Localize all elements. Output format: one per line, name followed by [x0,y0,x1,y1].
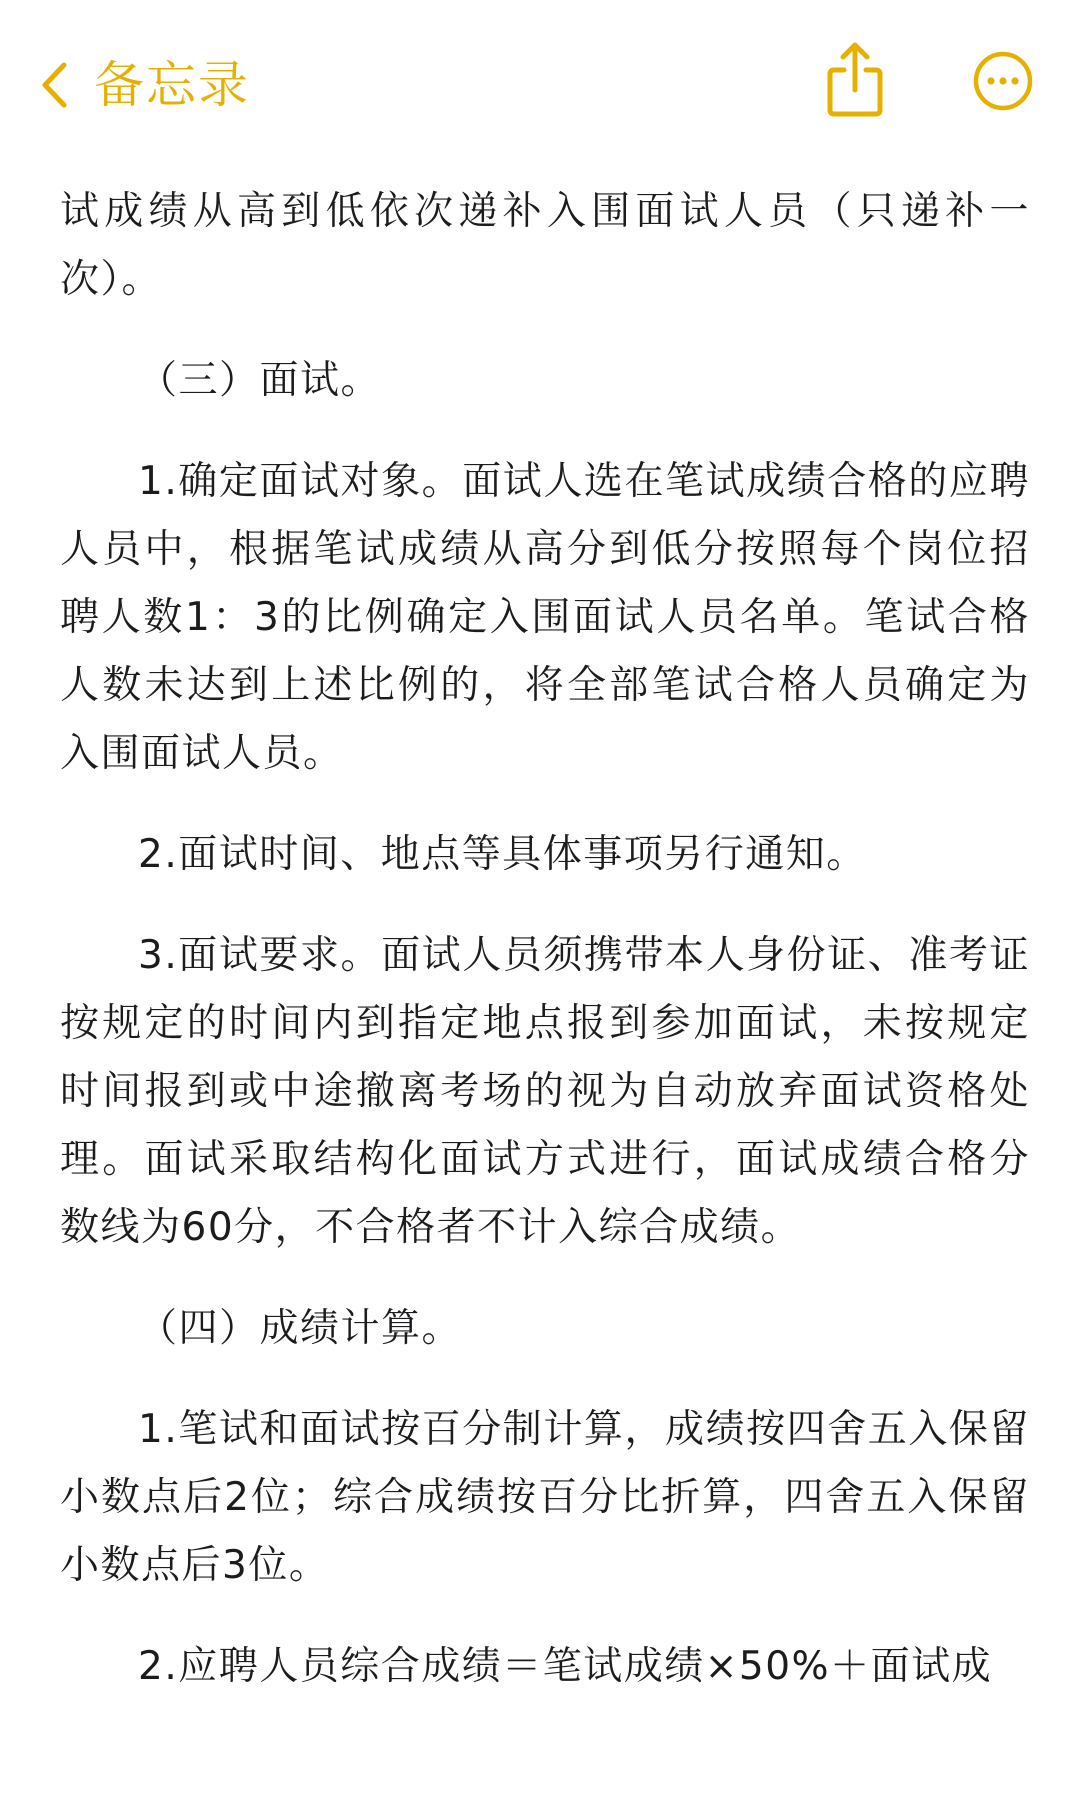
share-button[interactable] [820,40,890,120]
note-paragraph: 3.面试要求。面试人员须携带本人身份证、准考证按规定的时间内到指定地点报到参加面试，未按规定时间报到或中途撤离考场的视为自动放弃面试资格处理。面试采取结构化面试方式进行，面试成绩合格分数线为60分，不合格者不计入综合成绩。 [60,933,1030,1250]
section-heading: （三）面试。 [138,358,382,403]
more-icon [972,97,1034,116]
back-button[interactable] [40,50,250,120]
note-body[interactable] [60,178,1030,1734]
back-button-label: 备忘录 [94,56,250,114]
navigation-bar [0,0,1080,160]
more-options-button[interactable] [972,50,1034,112]
chevron-left-icon [40,62,68,108]
section-heading: （四）成绩计算。 [138,1306,463,1351]
note-paragraph: 1.确定面试对象。面试人选在笔试成绩合格的应聘人员中，根据笔试成绩从高分到低分按照每个岗位招聘人数1：3的比例确定入围面试人员名单。笔试合格人数未达到上述比例的，将全部笔试合格人员确定为入围面试人员。 [60,459,1030,776]
note-paragraph: 2.面试时间、地点等具体事项另行通知。 [138,832,867,877]
note-paragraph: 2.应聘人员综合成绩＝笔试成绩×50%＋面试成 [138,1644,993,1689]
note-paragraph: 1.笔试和面试按百分制计算，成绩按四舍五入保留小数点后2位；综合成绩按百分比折算，四舍五入保留小数点后3位。 [60,1407,1030,1588]
note-paragraph: 试成绩从高到低依次递补入围面试人员（只递补一次）。 [60,189,1030,302]
share-icon [820,105,890,124]
